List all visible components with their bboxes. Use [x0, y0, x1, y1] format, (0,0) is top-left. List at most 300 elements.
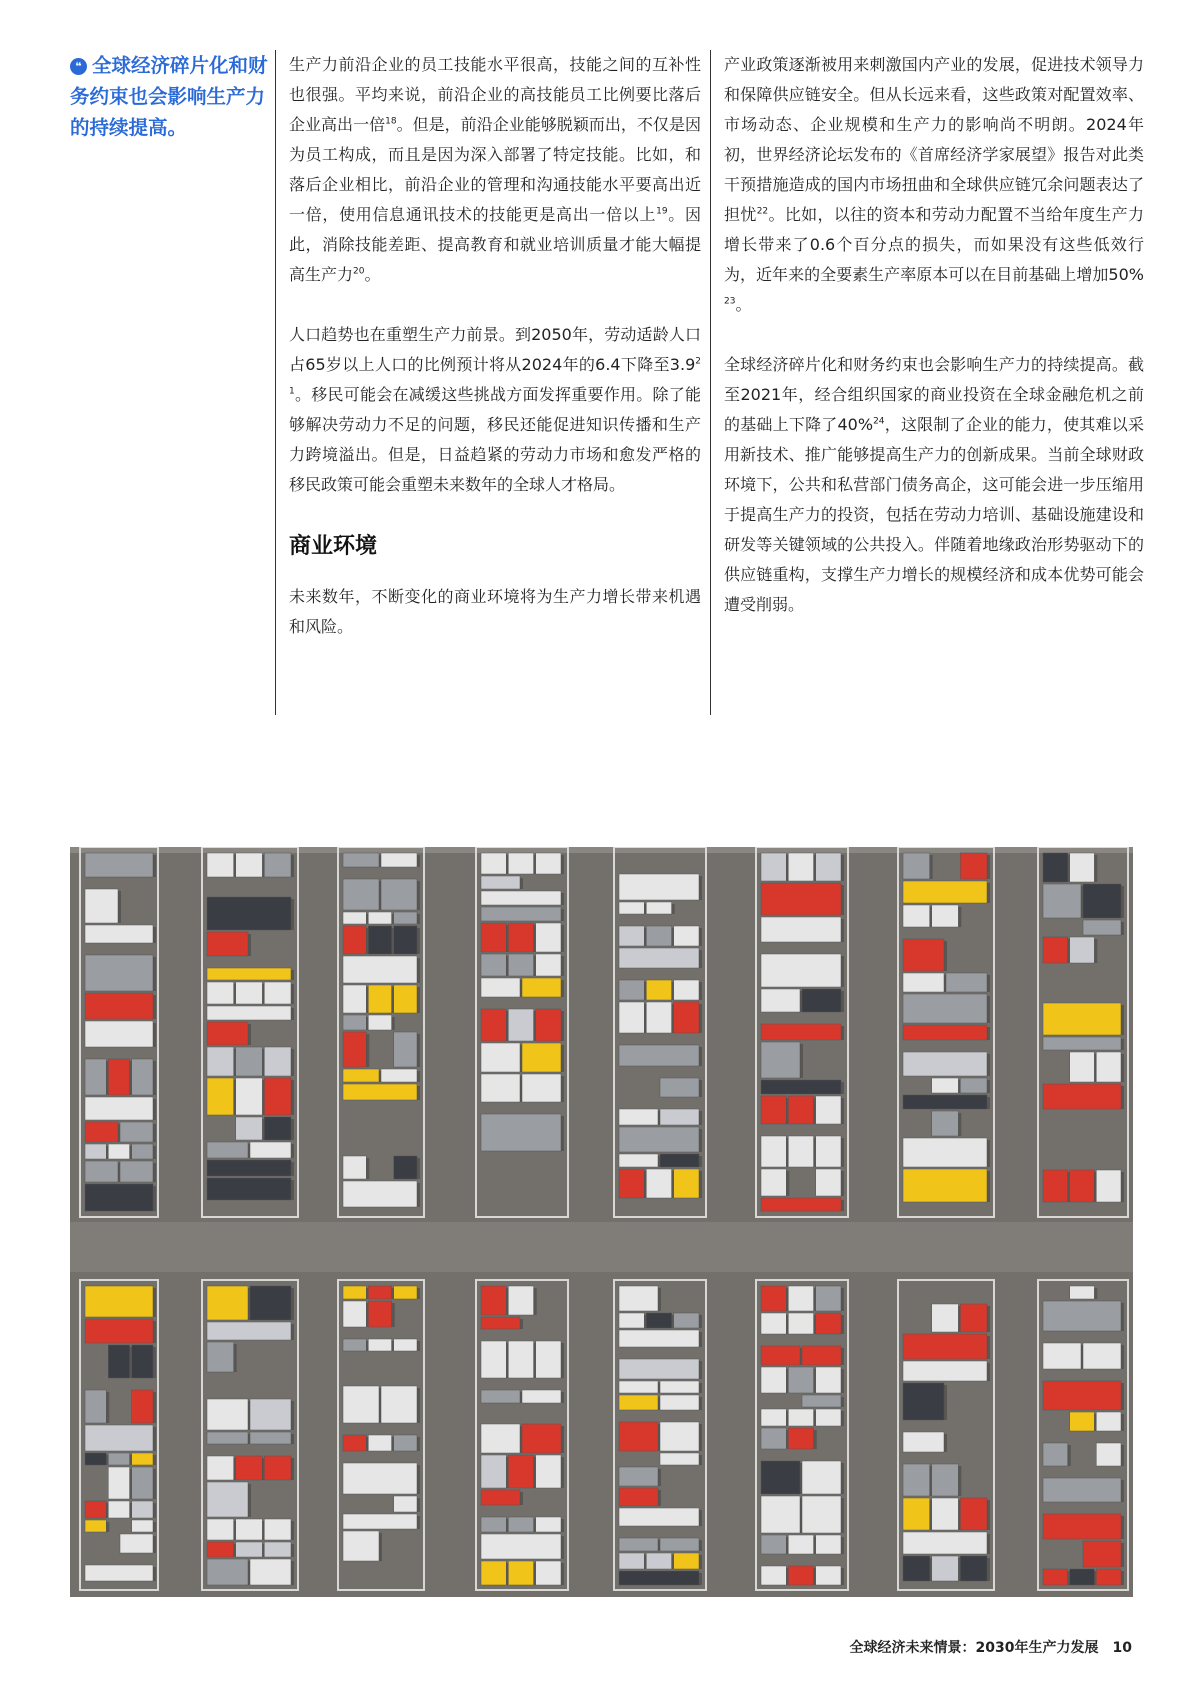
container-shadow: [658, 1288, 661, 1311]
container-stack: [108, 1345, 129, 1378]
footnote-ref[interactable]: 18: [385, 116, 397, 127]
container-shadow: [1121, 1005, 1124, 1035]
container-shadow: [291, 1288, 294, 1320]
container-stack: [619, 902, 644, 914]
container-stack: [788, 1136, 813, 1167]
container-stack: [816, 853, 841, 881]
section-heading: 商业环境: [289, 534, 378, 559]
container-stack: [932, 1498, 959, 1530]
container-stack: [343, 853, 379, 867]
container-stack: [343, 1514, 417, 1529]
container-shadow: [1068, 1445, 1071, 1466]
container-stack: [619, 1313, 644, 1328]
container-shadow: [841, 1315, 844, 1334]
container-stack: [481, 1341, 506, 1378]
container-shadow: [153, 1186, 156, 1211]
container-shadow: [291, 855, 294, 877]
right-column: [710, 50, 1144, 715]
container-stack: [481, 1114, 561, 1151]
container-stack: [522, 1424, 561, 1453]
container-shadow: [699, 1111, 702, 1125]
container-stack: [132, 1453, 153, 1465]
container-shadow: [291, 970, 294, 980]
container-shadow: [987, 1534, 990, 1554]
container-shadow: [291, 1544, 294, 1557]
paragraph-business-env: 未来数年，不断变化的商业环境将为生产力增长带来机遇和风险。: [289, 587, 701, 636]
container-shadow: [699, 1397, 702, 1410]
container-shadow: [561, 1457, 564, 1488]
container-stack: [674, 1313, 699, 1328]
container-shadow: [987, 996, 990, 1023]
container-stack: [264, 853, 291, 877]
container-stack: [381, 1069, 417, 1082]
container-shadow: [291, 1008, 294, 1020]
container-stack: [207, 968, 291, 980]
container-shadow: [841, 1138, 844, 1167]
container-stack: [1043, 1170, 1068, 1202]
container-stack: [619, 1381, 658, 1393]
container-stack: [250, 1559, 291, 1585]
container-stack: [522, 1043, 561, 1072]
container-shadow: [291, 1401, 294, 1430]
container-shadow: [561, 855, 564, 874]
container-stack: [343, 1531, 379, 1561]
container-shadow: [841, 1082, 844, 1094]
container-shadow: [699, 1156, 702, 1167]
container-stack: [508, 1341, 533, 1378]
container-stack: [343, 956, 417, 983]
container-stack: [264, 1078, 291, 1115]
container-stack: [536, 1455, 561, 1488]
container-stack: [508, 1517, 533, 1532]
container-stack: [85, 1161, 118, 1182]
container-stack: [207, 1078, 234, 1115]
container-stack: [120, 1161, 153, 1182]
container-stack: [108, 1467, 129, 1499]
container-stack: [903, 1498, 930, 1530]
container-stack: [207, 1160, 291, 1176]
container-stack: [788, 1313, 813, 1334]
container-stack: [508, 954, 533, 976]
container-stack: [788, 1409, 813, 1426]
container-stack: [236, 1519, 263, 1540]
container-stack: [132, 1390, 153, 1423]
container-shadow: [841, 885, 844, 915]
container-stack: [619, 1395, 658, 1410]
container-shadow: [672, 904, 675, 914]
container-stack: [1096, 1412, 1121, 1431]
container-shadow: [841, 1098, 844, 1124]
container-shadow: [1121, 1054, 1124, 1082]
container-stack: [508, 1561, 533, 1585]
container-stack: [207, 1399, 248, 1430]
container-stack: [1070, 1286, 1095, 1299]
container-stack: [816, 1136, 841, 1167]
container-stack: [85, 1184, 153, 1211]
container-stack: [1096, 1170, 1121, 1202]
container-shadow: [417, 928, 420, 954]
container-shadow: [1121, 1172, 1124, 1202]
container-stack: [1043, 1478, 1121, 1502]
container-stack: [381, 853, 417, 867]
container-shadow: [944, 941, 947, 971]
container-shadow: [1121, 1543, 1124, 1567]
container-shadow: [699, 1315, 702, 1328]
container-stack: [619, 1422, 658, 1451]
container-stack: [646, 1002, 671, 1033]
container-stack: [536, 1009, 561, 1041]
container-shadow: [291, 1458, 294, 1480]
container-stack: [85, 1021, 153, 1047]
container-shadow: [153, 995, 156, 1019]
container-stack: [619, 1359, 699, 1379]
container-stack: [660, 1078, 699, 1097]
container-shadow: [699, 1555, 702, 1569]
container-stack: [1070, 1052, 1095, 1082]
container-stack: [761, 989, 800, 1012]
container-shadow: [944, 1385, 947, 1420]
container-stack: [1096, 1569, 1121, 1585]
container-stack: [522, 978, 561, 997]
container-stack: [264, 1456, 291, 1480]
container-stack: [536, 853, 561, 874]
container-shadow: [800, 1044, 803, 1078]
container-shadow: [153, 1347, 156, 1378]
container-shadow: [841, 1397, 844, 1407]
container-stack: [108, 1059, 129, 1095]
container-stack: [788, 1535, 813, 1554]
container-stack: [85, 1565, 153, 1581]
container-stack: [207, 1142, 248, 1158]
container-stack: [207, 982, 234, 1004]
container-stack: [85, 1059, 106, 1095]
container-shadow: [561, 1343, 564, 1378]
container-stack: [761, 853, 786, 881]
container-stack: [646, 902, 671, 914]
container-shadow: [291, 1521, 294, 1540]
container-stack: [481, 1390, 520, 1403]
container-shadow: [561, 1519, 564, 1532]
container-shadow: [699, 1047, 702, 1066]
container-shadow: [958, 1466, 961, 1496]
container-shadow: [841, 1171, 844, 1196]
container-shadow: [987, 855, 990, 879]
container-shadow: [153, 1503, 156, 1518]
container-shadow: [417, 1288, 420, 1299]
container-stack: [903, 905, 930, 927]
container-stack: [536, 954, 561, 976]
container-stack: [761, 1566, 786, 1585]
container-stack: [368, 1015, 391, 1030]
container-stack: [343, 1084, 417, 1100]
container-stack: [960, 1078, 987, 1093]
container-shadow: [291, 899, 294, 930]
container-shadow: [699, 1361, 702, 1379]
container-shadow: [417, 881, 420, 910]
container-stack: [481, 907, 561, 921]
container-shadow: [291, 1180, 294, 1200]
container-shadow: [153, 927, 156, 943]
container-stack: [1083, 1541, 1121, 1567]
container-stack: [394, 1435, 417, 1451]
container-shadow: [561, 1392, 564, 1403]
container-stack: [207, 853, 234, 877]
container-shadow: [841, 1463, 844, 1494]
container-stack: [207, 1432, 248, 1444]
container-stack: [619, 1002, 644, 1033]
container-shadow: [417, 914, 420, 924]
footnote-ref[interactable]: 19: [656, 206, 668, 217]
container-shadow: [153, 1061, 156, 1095]
container-shadow: [699, 1510, 702, 1526]
container-stack: [1083, 920, 1121, 935]
container-shadow: [248, 934, 251, 956]
container-shadow: [248, 1024, 251, 1045]
container-stack: [394, 985, 417, 1013]
container-stack: [85, 1390, 106, 1423]
container-stack: [1043, 1084, 1121, 1109]
container-shadow: [841, 855, 844, 881]
page-footer: [850, 1637, 1132, 1657]
container-stack: [646, 980, 671, 1000]
container-stack: [508, 1009, 533, 1041]
container-shadow: [814, 1430, 817, 1449]
middle-column: [275, 50, 701, 715]
container-stack: [619, 1553, 644, 1569]
container-shadow: [520, 1492, 523, 1505]
container-shadow: [417, 1437, 420, 1451]
container-stack: [394, 912, 417, 924]
container-stack: [481, 1561, 506, 1585]
footnote-ref[interactable]: 21: [289, 356, 701, 397]
footnote-ref[interactable]: 23: [724, 296, 736, 307]
container-shadow: [699, 1383, 702, 1393]
container-shadow: [1121, 1414, 1124, 1431]
container-stack: [761, 1042, 800, 1078]
container-stack: [1083, 884, 1121, 918]
container-stack: [85, 1319, 153, 1343]
container-stack: [85, 955, 153, 991]
container-stack: [207, 1047, 234, 1076]
container-stack: [536, 923, 561, 952]
container-stack: [236, 1047, 263, 1076]
container-shadow: [1121, 1086, 1124, 1109]
container-stack: [788, 853, 813, 881]
container-shadow: [366, 1158, 369, 1179]
container-stack: [120, 1122, 153, 1142]
container-stack: [816, 1566, 841, 1585]
container-shadow: [153, 1392, 156, 1423]
container-stack: [619, 1169, 644, 1198]
container-stack: [343, 1032, 366, 1067]
container-stack: [903, 973, 944, 992]
container-shadow: [153, 1124, 156, 1142]
container-stack: [132, 1059, 153, 1095]
container-stack: [381, 879, 417, 910]
container-stack: [343, 926, 366, 954]
container-stack: [343, 1181, 417, 1207]
container-stack: [394, 1496, 417, 1512]
container-stack: [816, 1367, 841, 1393]
container-stack: [481, 978, 520, 997]
container-shadow: [841, 1498, 844, 1533]
container-stack: [132, 1520, 153, 1532]
container-stack: [481, 1424, 520, 1453]
container-stack: [343, 1435, 366, 1451]
container-shadow: [248, 1484, 251, 1517]
container-shadow: [841, 1200, 844, 1211]
container-stack: [903, 1383, 944, 1420]
container-shadow: [417, 1516, 420, 1529]
container-stack: [368, 1286, 391, 1299]
container-shadow: [153, 1567, 156, 1581]
pull-quote-text: 全球经济碎片化和财务约束也会影响生产力的持续提高。: [70, 54, 268, 139]
container-stack: [932, 1078, 959, 1093]
container-stack: [1043, 1301, 1121, 1331]
container-stack: [660, 1154, 699, 1167]
container-stack: [619, 1571, 699, 1585]
container-stack: [761, 1409, 786, 1426]
container-stack: [250, 1286, 291, 1320]
container-stack: [343, 1156, 366, 1179]
container-stack: [236, 1117, 263, 1140]
container-stack: [761, 1367, 786, 1393]
container-stack: [368, 985, 391, 1013]
container-stack: [816, 1409, 841, 1426]
container-stack: [619, 1538, 658, 1551]
footnote-ref[interactable]: 24: [873, 416, 885, 427]
container-shadow: [392, 1017, 395, 1030]
container-shadow: [699, 1332, 702, 1347]
footnote-ref[interactable]: 22: [756, 206, 769, 217]
container-stack: [207, 932, 248, 956]
container-stack: [1043, 884, 1081, 918]
container-stack: [761, 1024, 841, 1040]
container-shadow: [699, 1455, 702, 1465]
container-stack: [85, 1520, 106, 1532]
container-stack: [903, 939, 944, 971]
container-stack: [207, 1542, 234, 1557]
container-stack: [1096, 1052, 1121, 1082]
container-stack: [761, 1096, 786, 1124]
container-shadow: [1094, 939, 1097, 963]
container-stack: [788, 1428, 813, 1449]
container-stack: [903, 853, 930, 879]
container-stack: [85, 1122, 118, 1142]
footnote-ref[interactable]: 20: [353, 266, 365, 277]
container-yard-photo: [70, 847, 1133, 1597]
container-stack: [761, 1198, 841, 1211]
container-stack: [264, 1047, 291, 1076]
container-shadow: [417, 1071, 420, 1082]
paragraph-demographics: 人口趋势也在重塑生产力前景。到2050年，劳动适龄人口占65岁以上人口的比例预计将从2024年的6.4下降至$3.9^{21}$。移民可能会在减缓这些挑战方面发挥重要作用。除了能够解决劳动力不足的问题，移民还能促进知识传播和生产力跨境溢出。但是，日益趋紧的劳动力市场和愈发严格的移民政策可能会重塑未来数年的全球人才格局。: [289, 325, 701, 494]
container-stack: [619, 1109, 658, 1125]
container-shadow: [841, 1568, 844, 1585]
container-stack: [481, 853, 506, 874]
container-stack: [481, 1043, 520, 1072]
container-stack: [85, 925, 153, 943]
container-stack: [343, 985, 366, 1013]
container-shadow: [1121, 1480, 1124, 1502]
container-shadow: [417, 1183, 420, 1207]
container-stack: [1043, 853, 1068, 882]
container-shadow: [417, 1034, 420, 1067]
container-shadow: [841, 956, 844, 987]
container-stack: [802, 1496, 841, 1533]
container-shadow: [291, 1434, 294, 1444]
container-stack: [1070, 937, 1095, 963]
container-stack: [368, 912, 391, 924]
container-shadow: [561, 980, 564, 997]
container-shadow: [106, 1522, 109, 1532]
container-stack: [674, 1553, 699, 1569]
container-stack: [1043, 1037, 1121, 1050]
container-shadow: [153, 1288, 156, 1317]
container-stack: [207, 1006, 291, 1020]
quote-icon: ❝: [70, 58, 87, 75]
container-stack: [508, 1455, 533, 1488]
container-stack: [903, 1361, 987, 1381]
container-stack: [761, 1428, 786, 1449]
container-shadow: [699, 928, 702, 946]
container-shadow: [417, 958, 420, 983]
container-stack: [932, 1111, 959, 1136]
container-shadow: [153, 1469, 156, 1499]
container-stack: [343, 1286, 366, 1299]
container-stack: [85, 1144, 106, 1159]
container-stack: [788, 1566, 813, 1585]
container-stack: [1070, 1170, 1095, 1202]
container-stack: [816, 1096, 841, 1124]
container-stack: [903, 1025, 987, 1040]
container-stack: [1083, 1343, 1121, 1369]
container-shadow: [1121, 922, 1124, 935]
container-stack: [343, 912, 366, 924]
container-shadow: [841, 1288, 844, 1311]
container-stack: [660, 1453, 699, 1465]
container-stack: [132, 1144, 153, 1159]
container-shadow: [699, 1424, 702, 1451]
container-shadow: [1121, 1571, 1124, 1585]
container-stack: [481, 1517, 506, 1532]
container-shadow: [153, 1427, 156, 1451]
container-shadow: [841, 1348, 844, 1365]
container-stack: [85, 1425, 153, 1451]
container-stack: [264, 1117, 291, 1140]
container-shadow: [1121, 1039, 1124, 1050]
container-stack: [522, 1074, 561, 1102]
container-shadow: [234, 1344, 237, 1372]
container-stack: [508, 1286, 533, 1315]
container-shadow: [417, 1341, 420, 1351]
container-stack: [207, 1456, 234, 1480]
container-stack: [788, 1096, 813, 1124]
container-stack: [903, 1556, 930, 1581]
container-stack: [674, 1169, 699, 1198]
container-stack: [646, 1313, 671, 1328]
container-shadow: [987, 1363, 990, 1381]
container-shadow: [987, 1140, 990, 1167]
container-stack: [85, 1097, 153, 1120]
container-shadow: [153, 1023, 156, 1047]
container-stack: [816, 1535, 841, 1554]
footer-title: 全球经济未来情景：2030年生产力发展: [849, 1640, 1099, 1656]
container-shadow: [561, 1011, 564, 1041]
container-shadow: [366, 1034, 369, 1067]
container-stack: [381, 1386, 417, 1423]
container-stack: [788, 1367, 813, 1393]
container-shadow: [417, 1465, 420, 1494]
